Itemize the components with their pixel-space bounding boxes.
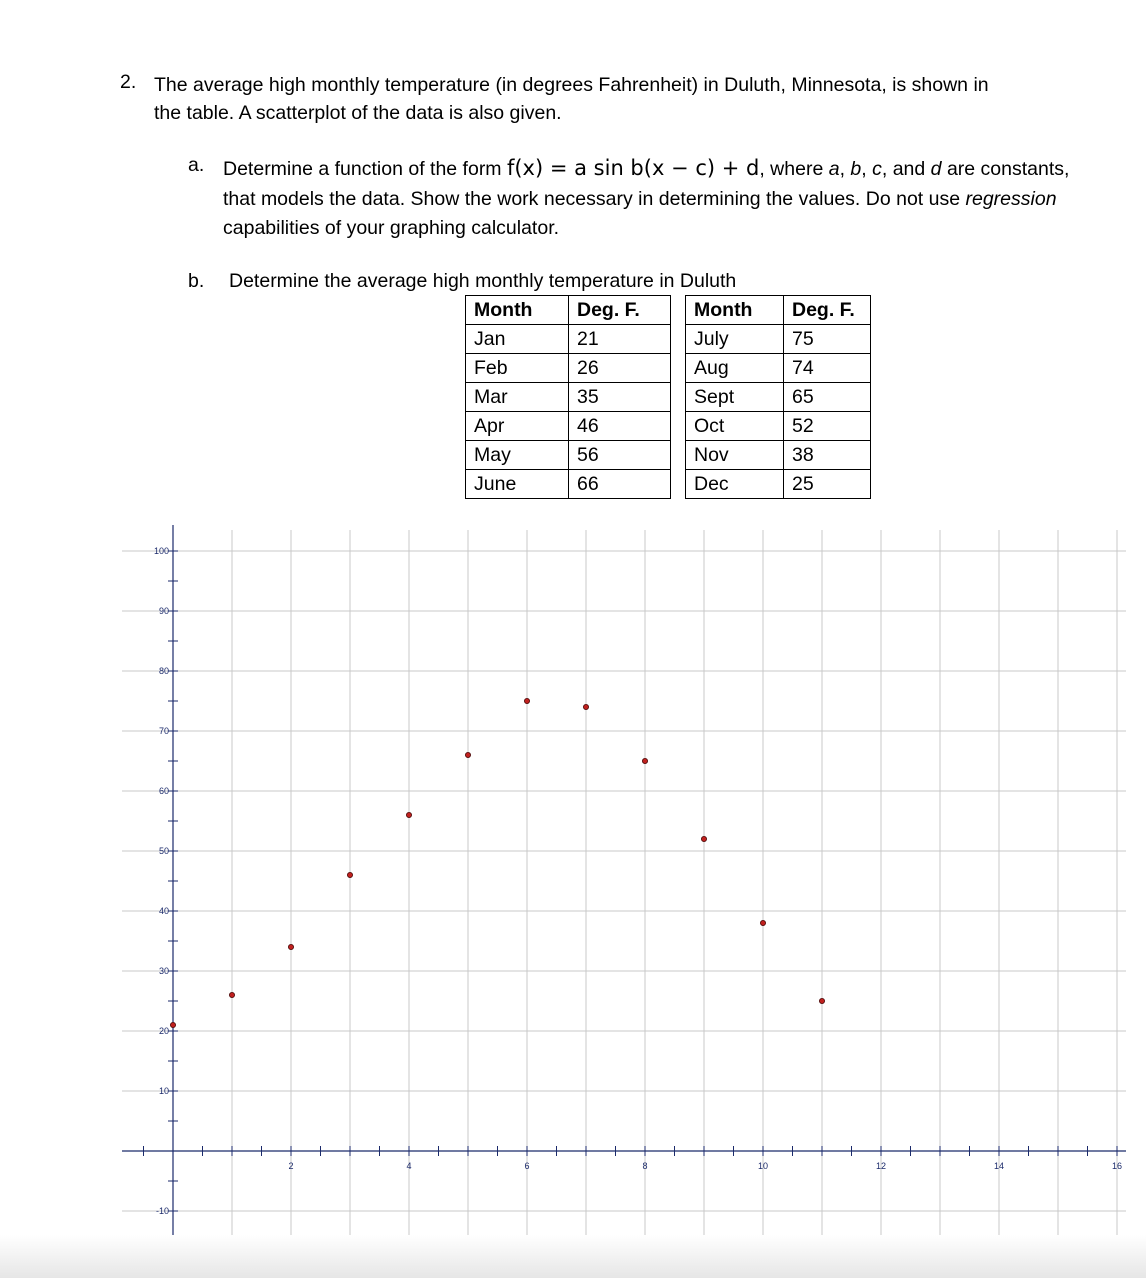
x-tick-label: 10 — [757, 1161, 769, 1171]
part-a-rest: are constants, that models the data. Show the work necessary in determining the values. Do not use — [223, 158, 1070, 210]
data-point — [229, 992, 234, 997]
x-tick-label: 8 — [642, 1161, 648, 1171]
x-tick-label: 16 — [1111, 1161, 1123, 1171]
var-b: b — [850, 158, 862, 180]
part-a-label: a. — [188, 154, 205, 176]
cell-month: Oct — [686, 412, 784, 441]
cell-deg: 65 — [784, 383, 871, 412]
data-point — [170, 1022, 175, 1027]
cell-month: Sept — [686, 383, 784, 412]
x-tick-label: 4 — [406, 1161, 412, 1171]
cell-deg: 25 — [784, 470, 871, 499]
y-tick-label: 80 — [158, 666, 169, 676]
cell-month: June — [466, 470, 569, 499]
cell-month: Dec — [686, 470, 784, 499]
y-tick-label: -10 — [155, 1206, 169, 1216]
y-tick-label: 90 — [158, 606, 169, 616]
part-a-intro: Determine a function of the form — [223, 158, 507, 180]
header-month-1: Month — [466, 296, 569, 325]
axes — [122, 525, 1126, 1236]
cell-deg: 74 — [784, 354, 871, 383]
cell-deg: 56 — [569, 441, 671, 470]
cell-month: Apr — [466, 412, 569, 441]
y-tick-label: 10 — [158, 1086, 169, 1096]
y-tick-label: 30 — [158, 966, 169, 976]
header-deg-2: Deg. F. — [784, 296, 871, 325]
header-month-2: Month — [686, 296, 784, 325]
part-a-end: capabilities of your graphing calculator. — [223, 217, 560, 239]
y-tick-label: 40 — [158, 906, 169, 916]
cell-month: Nov — [686, 441, 784, 470]
cell-month: Jan — [466, 325, 569, 354]
model-formula: f(x) = a sin b(x − c) + d — [506, 156, 760, 180]
cell-deg: 52 — [784, 412, 871, 441]
grid — [122, 530, 1126, 1236]
cell-month: Mar — [466, 383, 569, 412]
cell-month: July — [686, 325, 784, 354]
regression-emphasis: regression — [965, 187, 1057, 210]
sep-1: , — [839, 158, 851, 180]
data-point — [406, 812, 411, 817]
data-point — [347, 872, 352, 877]
var-d: d — [930, 158, 942, 180]
question-text: The average high monthly temperature (in degrees Fahrenheit) in Duluth, Minnesota, is shown in the table. A scatterplot of the data is also given. — [154, 74, 989, 124]
sep-3: , and — [881, 158, 931, 180]
cell-deg: 21 — [569, 325, 671, 354]
x-tick-label: 12 — [875, 1161, 887, 1171]
y-tick-label: 60 — [158, 786, 169, 796]
data-point — [760, 920, 765, 925]
cell-deg: 35 — [569, 383, 671, 412]
cell-month: May — [466, 441, 569, 470]
cell-deg: 46 — [569, 412, 671, 441]
cell-deg: 26 — [569, 354, 671, 383]
var-a: a — [828, 158, 840, 180]
data-point — [701, 836, 706, 841]
cell-month: Aug — [686, 354, 784, 383]
part-b-text: Determine the average high monthly temperature in Duluth — [229, 270, 737, 292]
data-point — [819, 998, 824, 1003]
y-tick-label: 100 — [153, 546, 169, 556]
header-deg-1: Deg. F. — [569, 296, 671, 325]
data-point — [288, 944, 293, 949]
cell-month: Feb — [466, 354, 569, 383]
part-a-after-formula: , where — [759, 158, 829, 180]
data-point — [642, 758, 647, 763]
data-point — [524, 698, 529, 703]
cell-deg: 66 — [569, 470, 671, 499]
y-tick-label: 20 — [158, 1026, 169, 1036]
var-c: c — [872, 158, 882, 180]
question-number: 2. — [120, 71, 137, 93]
part-b-label: b. — [188, 270, 205, 292]
y-tick-label: 50 — [158, 846, 169, 856]
tick-labels — [154, 546, 1122, 1216]
cell-deg: 75 — [784, 325, 871, 354]
data-point — [583, 704, 588, 709]
cell-deg: 38 — [784, 441, 871, 470]
data-point — [465, 752, 470, 757]
x-tick-label: 14 — [993, 1161, 1005, 1171]
x-tick-label: 6 — [524, 1161, 530, 1171]
data-points — [170, 698, 824, 1027]
y-tick-label: 70 — [158, 726, 169, 736]
sep-2: , — [861, 158, 873, 180]
x-tick-label: 2 — [288, 1161, 294, 1171]
